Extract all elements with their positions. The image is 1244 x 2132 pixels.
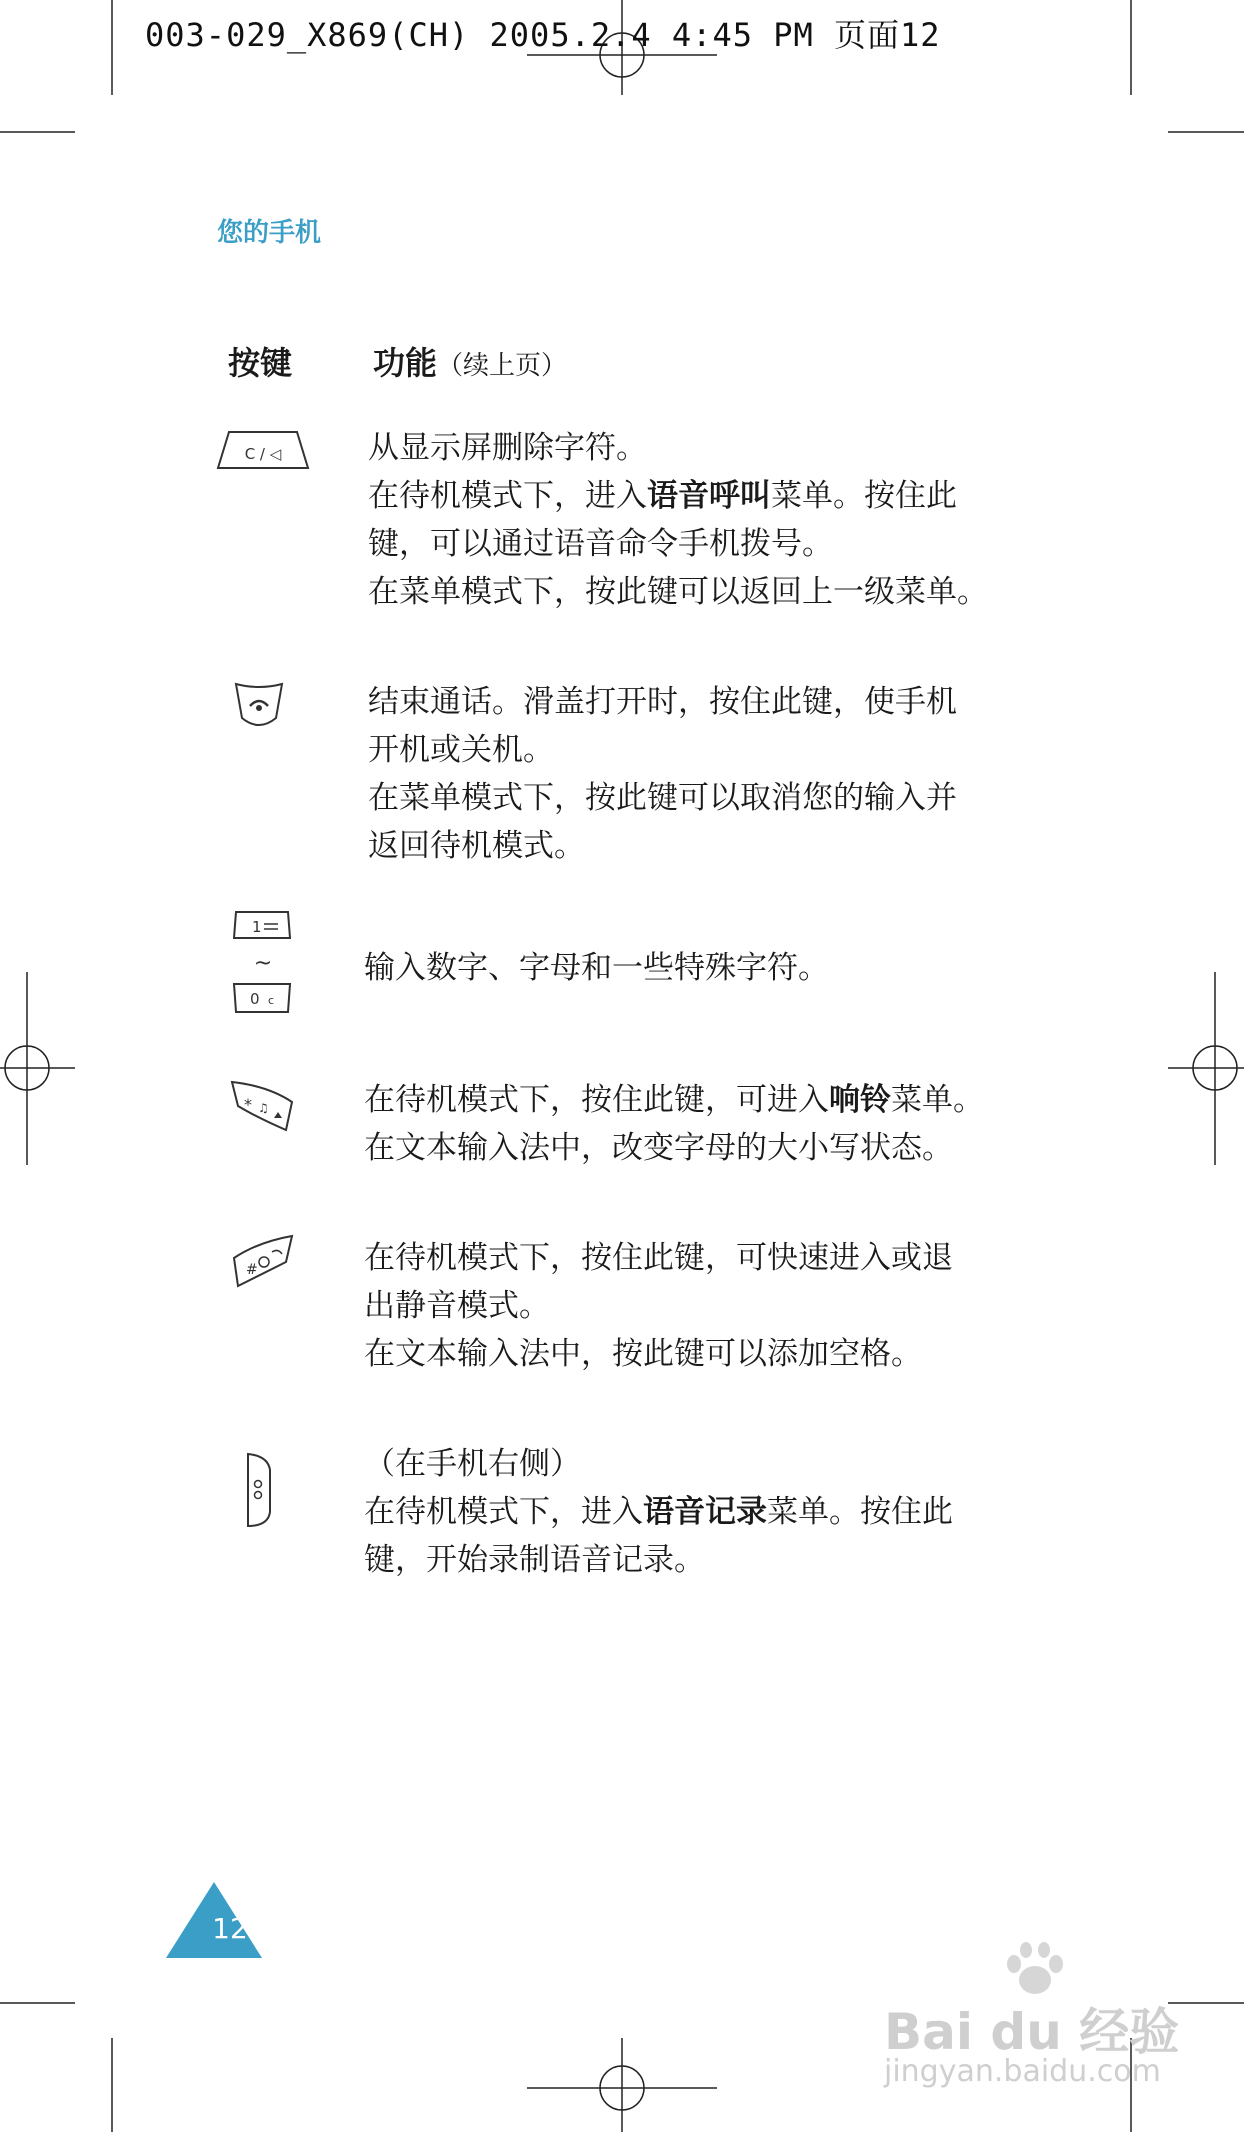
- paw-logo-icon: [1000, 1940, 1070, 2000]
- row-5-description: [364, 1234, 1004, 1378]
- hash-key-label: #: [246, 1262, 258, 1278]
- svg-text:~: ~: [253, 951, 273, 976]
- line: 结束通话。滑盖打开时，按住此键，使手机: [368, 684, 957, 720]
- key-1-label: 1: [252, 918, 262, 936]
- svg-text:c: c: [268, 994, 275, 1007]
- column-header-function-label: 功能: [373, 344, 438, 382]
- line: 在菜单模式下，按此键可以取消您的输入并: [368, 780, 957, 816]
- number-keys-icon: [230, 908, 296, 1016]
- line: 在待机模式下，按住此键，可快速进入或退: [364, 1240, 953, 1276]
- star-key-label: *: [244, 1095, 252, 1114]
- svg-text:♫: ♫: [258, 1101, 269, 1115]
- end-call-key-icon: [232, 680, 286, 732]
- column-header-key: 按键: [228, 344, 293, 382]
- watermark-brand: Bai du 经验: [884, 2003, 1180, 2061]
- line: 在文本输入法中，改变字母的大小写状态。: [364, 1130, 953, 1166]
- line: 在待机模式下，进入语音呼叫菜单。按住此: [368, 478, 957, 514]
- line: 键，可以通过语音命令手机拨号。: [368, 526, 833, 562]
- line: 在文本输入法中，按此键可以添加空格。: [364, 1336, 922, 1372]
- section-title: 您的手机: [217, 218, 322, 248]
- line: 在菜单模式下，按此键可以返回上一级菜单。: [368, 574, 988, 610]
- page-number: 12: [212, 1912, 248, 1945]
- row-1-description: [368, 424, 1008, 616]
- row-4-description: [364, 1076, 1004, 1172]
- line: 返回待机模式。: [368, 828, 585, 864]
- side-voice-record-key-icon: [242, 1450, 274, 1530]
- line: 键，开始录制语音记录。: [364, 1542, 705, 1578]
- line: 开机或关机。: [368, 732, 554, 768]
- row-2-description: [368, 678, 1008, 870]
- column-header-function: [373, 338, 567, 384]
- line: 在待机模式下，进入语音记录菜单。按住此: [364, 1494, 953, 1530]
- hash-key-icon: [228, 1232, 296, 1288]
- clear-key-icon: [215, 428, 311, 472]
- line: 在待机模式下，按住此键，可进入响铃菜单。: [364, 1082, 984, 1118]
- key-0-label: 0: [250, 990, 260, 1008]
- print-slug: 003-029_X869(CH) 2005.2.4 4:45 PM 页面12: [145, 16, 941, 54]
- clear-key-label: C / ◁: [244, 445, 282, 463]
- watermark-url: jingyan.baidu.com: [884, 2054, 1161, 2089]
- row-3-description: [364, 944, 1004, 992]
- row-6-description: [364, 1440, 1004, 1584]
- star-key-icon: [228, 1078, 296, 1134]
- line: （在手机右侧）: [364, 1446, 581, 1482]
- line: 从显示屏删除字符。: [368, 430, 647, 466]
- line: 输入数字、字母和一些特殊字符。: [364, 950, 829, 986]
- line: 出静音模式。: [364, 1288, 550, 1324]
- continued-note: （续上页）: [437, 351, 568, 381]
